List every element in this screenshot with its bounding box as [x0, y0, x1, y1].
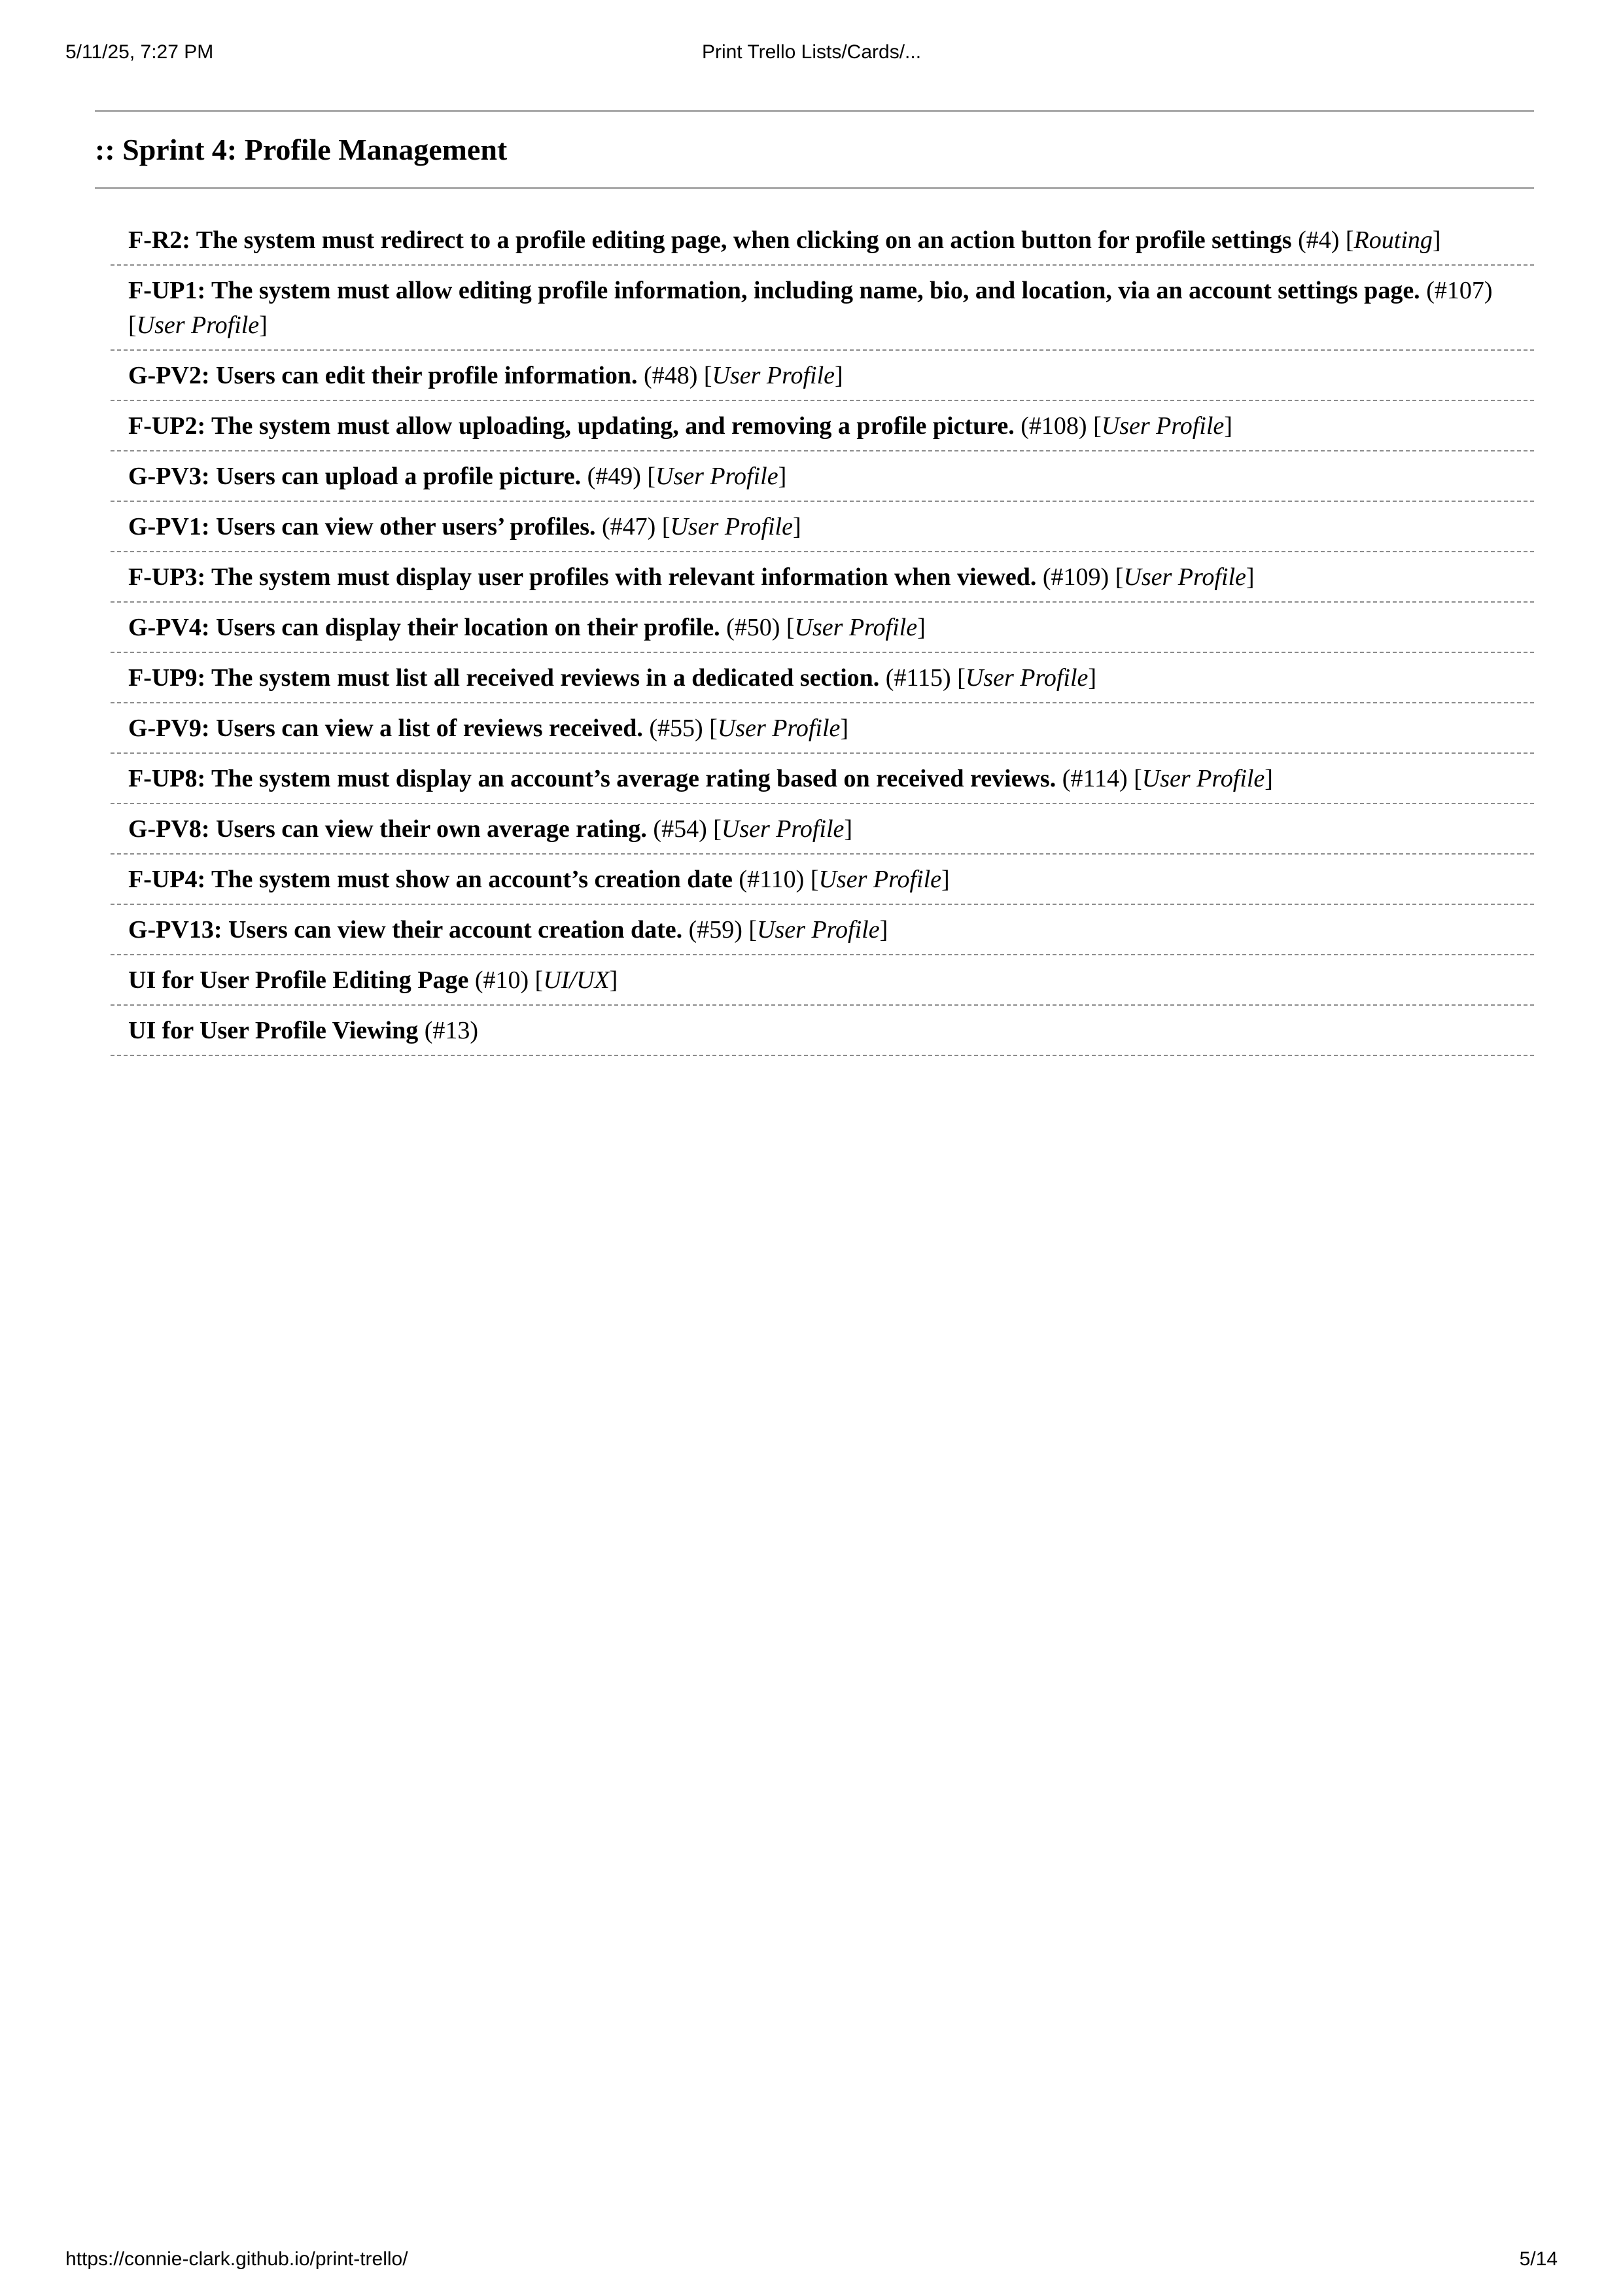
list-content [95, 110, 1534, 1056]
card-number: (#50) [726, 614, 780, 641]
card-label: User Profile [655, 463, 778, 490]
card-label: UI/UX [543, 966, 610, 994]
card-title: G-PV2: Users can edit their profile information. [128, 362, 638, 389]
card-number: (#10) [474, 966, 529, 994]
card-label: User Profile [1142, 765, 1265, 792]
card-item: G-PV4: Users can display their location on their profile. (#50) [User Profile] [111, 603, 1534, 653]
card-title: UI for User Profile Editing Page [128, 966, 469, 994]
card-title: F-UP1: The system must allow editing profile information, including name, bio, and location, via an account settings page. [128, 277, 1420, 304]
card-item: F-UP9: The system must list all received reviews in a dedicated section. (#115) [User Profile] [111, 653, 1534, 703]
card-number: (#115) [885, 664, 951, 692]
list-title: :: Sprint 4: Profile Management [95, 133, 508, 166]
card-title: F-UP4: The system must show an account’s creation date [128, 866, 733, 893]
card-title: G-PV3: Users can upload a profile picture. [128, 463, 582, 490]
card-number: (#114) [1062, 765, 1128, 792]
print-datetime: 5/11/25, 7:27 PM [65, 41, 214, 63]
card-title: G-PV9: Users can view a list of reviews received. [128, 715, 643, 742]
card-label: Routing [1353, 226, 1433, 254]
card-item: G-PV13: Users can view their account creation date. (#59) [User Profile] [111, 905, 1534, 955]
card-item: F-UP4: The system must show an account’s creation date (#110) [User Profile] [111, 855, 1534, 905]
card-title: G-PV13: Users can view their account creation date. [128, 916, 683, 944]
card-title: F-UP2: The system must allow uploading, updating, and removing a profile picture. [128, 412, 1015, 440]
card-number: (#108) [1021, 412, 1087, 440]
card-title: F-UP3: The system must display user profiles with relevant information when viewed. [128, 563, 1037, 591]
card-item [111, 1006, 1534, 1056]
card-item: F-UP3: The system must display user profiles with relevant information when viewed. (#109) [User Profile] [111, 552, 1534, 603]
card-label: User Profile [818, 866, 941, 893]
card-item: F-UP2: The system must allow uploading, updating, and removing a profile picture. (#108) [User Profile] [111, 401, 1534, 451]
card-title: F-UP8: The system must display an account’s average rating based on received reviews. [128, 765, 1056, 792]
card-item: F-UP8: The system must display an account’s average rating based on received reviews. (#114) [User Profile] [111, 754, 1534, 804]
card-number: (#55) [649, 715, 703, 742]
card-label: User Profile [712, 362, 835, 389]
card-title: G-PV8: Users can view their own average rating. [128, 815, 647, 843]
print-page-number: 5/14 [1519, 2248, 1558, 2270]
card-item: G-PV3: Users can upload a profile picture. (#49) [User Profile] [111, 451, 1534, 502]
card-number: (#110) [739, 866, 805, 893]
card-item: G-PV8: Users can view their own average rating. (#54) [User Profile] [111, 804, 1534, 855]
bottom-rule [95, 187, 1534, 189]
card-number: (#47) [602, 513, 656, 540]
card-title: G-PV4: Users can display their location on their profile. [128, 614, 720, 641]
print-footer [65, 2248, 1558, 2274]
card-item: G-PV2: Users can edit their profile information. (#48) [User Profile] [111, 351, 1534, 401]
card-item: F-UP1: The system must allow editing profile information, including name, bio, and location, via an account settings page. (#107) [User Profile] [111, 266, 1534, 351]
card-item: UI for User Profile Editing Page (#10) [UI/UX] [111, 955, 1534, 1006]
card-label: User Profile [794, 614, 918, 641]
card-number: (#59) [688, 916, 742, 944]
card-title: G-PV1: Users can view other users’ profiles. [128, 513, 596, 540]
print-header [65, 41, 1558, 67]
print-url: https://connie-clark.github.io/print-trello/ [65, 2248, 408, 2270]
card-label: User Profile [721, 815, 845, 843]
card-number: (#54) [653, 815, 707, 843]
card-number: (#49) [587, 463, 641, 490]
card-label: User Profile [136, 311, 260, 339]
card-label: User Profile [965, 664, 1089, 692]
card-title: UI for User Profile Viewing [128, 1017, 419, 1044]
card-item: F-R2: The system must redirect to a profile editing page, when clicking on an action button for profile settings (#4) [Routing] [111, 215, 1534, 266]
card-label: User Profile [1123, 563, 1246, 591]
card-item: G-PV1: Users can view other users’ profiles. (#47) [User Profile] [111, 502, 1534, 552]
card-label: User Profile [757, 916, 880, 944]
card-list [111, 215, 1534, 1056]
card-number: (#13) [424, 1017, 479, 1044]
card-title: F-UP9: The system must list all received reviews in a dedicated section. [128, 664, 880, 692]
card-number: (#107) [1426, 277, 1493, 304]
card-title: F-R2: The system must redirect to a profile editing page, when clicking on an action button for profile settings [128, 226, 1292, 254]
card-label: User Profile [1101, 412, 1225, 440]
print-page-title: Print Trello Lists/Cards/... [701, 41, 922, 63]
card-number: (#109) [1042, 563, 1109, 591]
card-number: (#4) [1298, 226, 1340, 254]
card-number: (#48) [644, 362, 698, 389]
card-label: User Profile [717, 715, 841, 742]
card-item: G-PV9: Users can view a list of reviews received. (#55) [User Profile] [111, 703, 1534, 754]
card-label: User Profile [670, 513, 793, 540]
